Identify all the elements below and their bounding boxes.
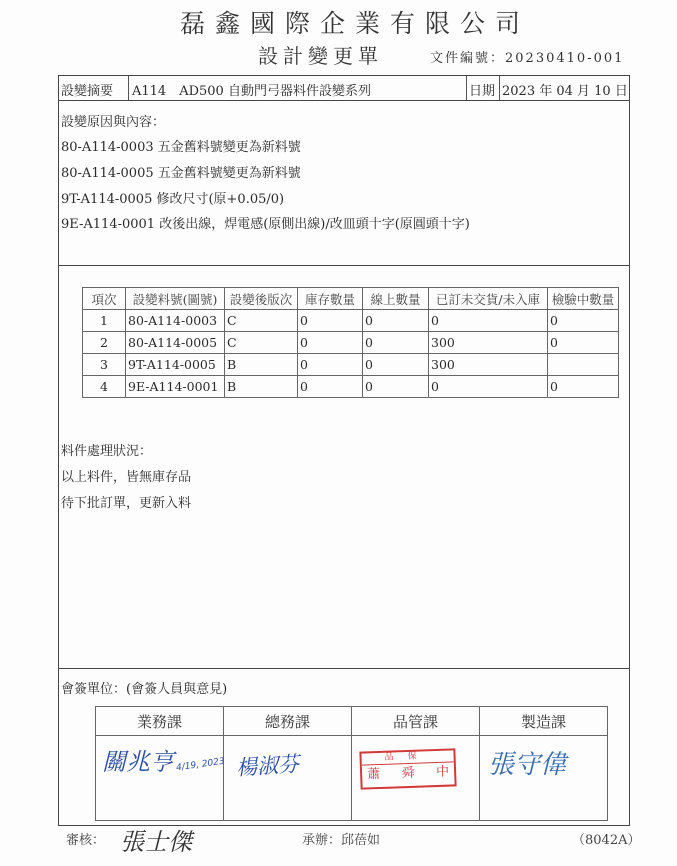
reason-heading: 設變原因與內容： [61, 115, 166, 130]
cell: 9T-A114-0005 [126, 354, 225, 376]
document-number-value: 20230410-001 [505, 51, 625, 66]
manufacturing-signature: 張守偉 [488, 750, 567, 780]
manufacturing-signature-cell [480, 736, 608, 821]
reason-line: 9E-A114-0001 改後出線，焊電感(原側出線)/改皿頭十字(原圓頭十字) [61, 217, 470, 232]
document-number-label: 文件編號： [430, 51, 506, 66]
cell: 4 [83, 376, 126, 398]
divider [59, 100, 629, 101]
reason-line: 80-A114-0005 五金舊料號變更為新料號 [61, 166, 301, 181]
table-row [83, 332, 619, 354]
signoff-signature-row [96, 736, 608, 821]
qc-stamp-char: 舜 [401, 765, 415, 782]
table-row [83, 376, 619, 398]
cell: 0 [429, 310, 548, 332]
cell: B [225, 354, 298, 376]
handler-label: 承辦： [302, 833, 342, 848]
table-row [83, 310, 619, 332]
review-signature: 張士傑 [120, 828, 192, 856]
summary-label: 設變摘要 [61, 84, 114, 99]
document-number [430, 47, 624, 66]
dept-general-affairs: 總務課 [224, 707, 352, 736]
dept-quality-control: 品管課 [352, 707, 480, 736]
cell: 9E-A114-0001 [126, 376, 225, 398]
cell: 0 [298, 332, 363, 354]
cell: 80-A114-0003 [126, 310, 225, 332]
signoff-table [95, 706, 608, 821]
cell: 300 [429, 354, 548, 376]
sales-signature-date: 4/19, 2023 [175, 756, 226, 774]
cell: 0 [363, 332, 429, 354]
qc-stamp-char: 中 [435, 764, 450, 781]
dept-manufacturing: 製造課 [480, 707, 608, 736]
cell: 0 [298, 376, 363, 398]
table-row [83, 354, 619, 376]
cell: 2 [83, 332, 126, 354]
general-signature: 楊淑芬 [235, 751, 300, 781]
cell: 0 [548, 310, 619, 332]
column-header: 檢驗中數量 [548, 288, 619, 310]
sales-signature: 關兆亨 [102, 748, 174, 776]
qc-stamp-dept: 品保 [361, 750, 453, 765]
sales-signature-cell [96, 736, 224, 821]
qc-stamp-char: 蕭 [366, 766, 381, 783]
cell: 0 [298, 354, 363, 376]
date-label: 日期 [469, 84, 496, 99]
cell: 3 [83, 354, 126, 376]
summary-value: A114 AD500 自動門弓器料件設變系列 [132, 84, 371, 99]
form-code: （8042A） [572, 833, 641, 848]
form-title: 設計變更單 [258, 44, 383, 68]
column-header: 庫存數量 [298, 288, 363, 310]
cell: 0 [548, 332, 619, 354]
table-header-row [83, 288, 619, 310]
divider [466, 76, 467, 100]
cell [548, 354, 619, 376]
cell: 0 [429, 376, 548, 398]
cell: 80-A114-0005 [126, 332, 225, 354]
form-frame [58, 75, 630, 826]
column-header: 設變後版次 [225, 288, 298, 310]
handling-heading: 料件處理狀況： [61, 444, 153, 459]
cell: 0 [548, 376, 619, 398]
handling-line: 待下批訂單，更新入料 [61, 496, 192, 511]
column-header: 項次 [83, 288, 126, 310]
divider [128, 76, 129, 100]
column-header: 已訂未交貨/未入庫 [429, 288, 548, 310]
dept-sales: 業務課 [96, 707, 224, 736]
items-table [82, 287, 619, 398]
divider [59, 668, 629, 669]
general-signature-cell [224, 736, 352, 821]
cell: 300 [429, 332, 548, 354]
signoff-heading: 會簽單位：(會簽人員與意見) [61, 682, 228, 697]
column-header: 設變料號(圖號) [126, 288, 225, 310]
cell: 0 [363, 376, 429, 398]
signoff-header-row [96, 707, 608, 736]
company-name: 磊鑫國際企業有限公司 [180, 9, 531, 38]
cell: B [225, 376, 298, 398]
reason-line: 9T-A114-0005 修改尺寸(原+0.05/0) [61, 192, 285, 207]
cell: 0 [298, 310, 363, 332]
reason-line: 80-A114-0003 五金舊料號變更為新料號 [61, 140, 301, 155]
divider [59, 265, 629, 266]
review-label: 審核： [66, 833, 106, 848]
cell: C [225, 332, 298, 354]
column-header: 線上數量 [363, 288, 429, 310]
qc-signature-cell [352, 736, 480, 821]
handling-line: 以上料件，皆無庫存品 [61, 470, 192, 485]
cell: 1 [83, 310, 126, 332]
cell: C [225, 310, 298, 332]
date-value: 2023 年 04 月 10 日 [502, 84, 628, 99]
handler-name: 邱蓓如 [341, 833, 381, 848]
cell: 0 [363, 354, 429, 376]
qc-stamp [359, 748, 456, 789]
handler [302, 829, 380, 848]
cell: 0 [363, 310, 429, 332]
divider [499, 76, 500, 100]
